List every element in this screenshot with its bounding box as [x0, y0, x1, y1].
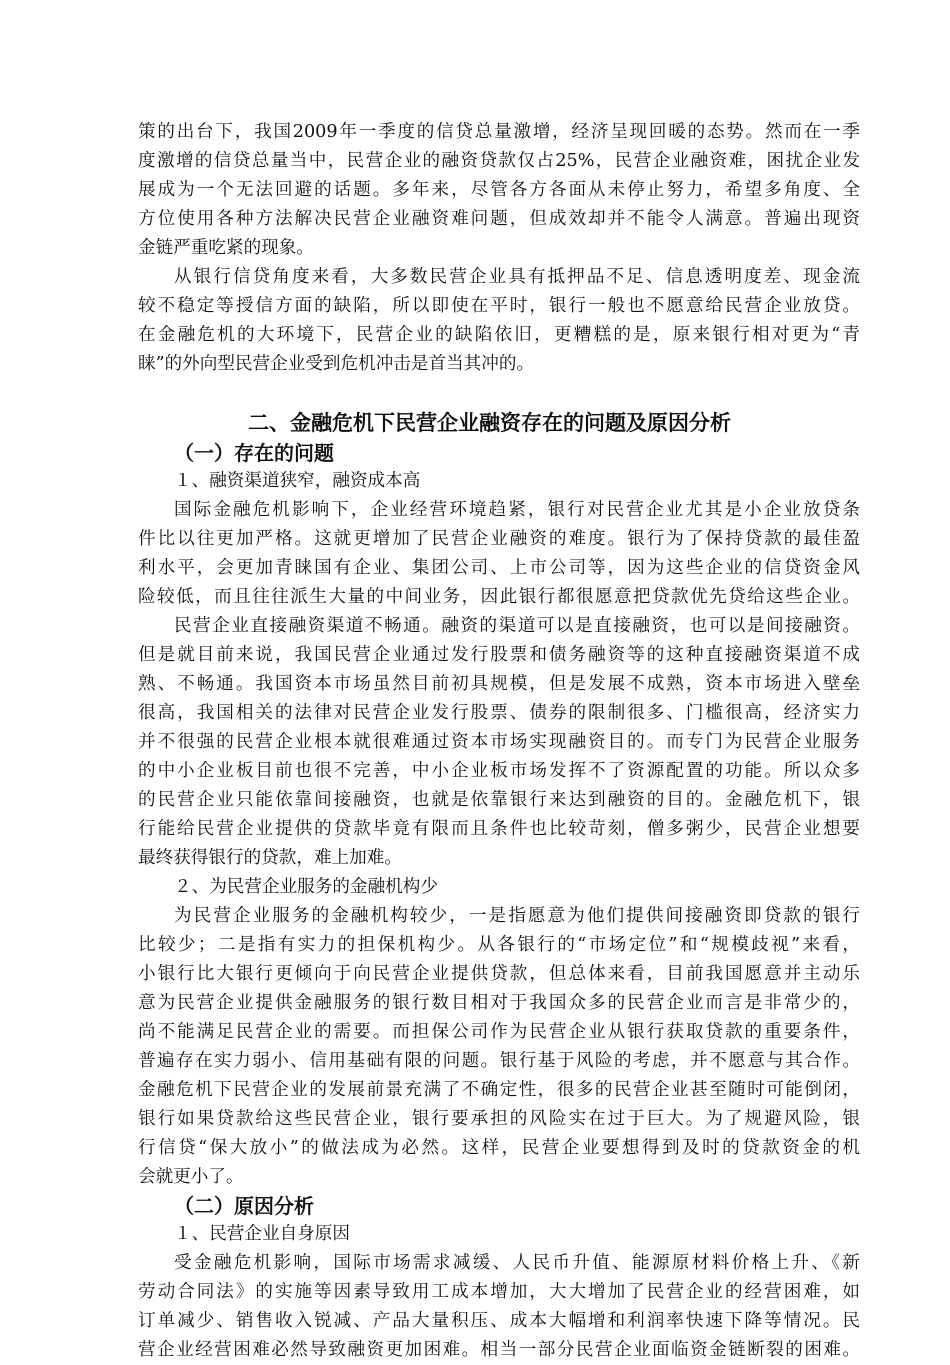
text-line: 行能给民营企业提供的贷款毕竟有限而且条件也比较苛刻，僧多粥少，民营企业想要 [138, 819, 860, 839]
text-line: 的中小企业板目前也很不完善，中小企业板市场发挥不了资源配置的功能。所以众多 [138, 761, 860, 781]
text-line: 在金融危机的大环境下，民营企业的缺陷依旧，更糟糕的是，原来银行相对更为“青 [138, 325, 860, 345]
text-line: 最终获得银行的贷款，难上加难。 [138, 848, 402, 868]
text-line: 睐”的外向型民营企业受到危机冲击是首当其冲的。 [138, 354, 535, 374]
text-line: 为民营企业服务的金融机构较少，一是指愿意为他们提供间接融资即贷款的银行 [174, 906, 860, 926]
text-line: 的民营企业只能依靠间接融资，也就是依靠银行来达到融资的目的。金融危机下，银 [138, 790, 860, 810]
text-column [138, 118, 860, 1365]
text-line: 小银行比大银行更倾向于向民营企业提供贷款，但总体来看，目前我国愿意并主动乐 [138, 964, 860, 984]
text-line: 展成为一个无法回避的话题。多年来，尽管各方各面从未停止努力，希望多角度、全 [138, 180, 860, 200]
paragraph-4 [138, 612, 860, 873]
paragraph-3 [138, 496, 860, 612]
text-line: 行信贷“保大放小”的做法成为必然。这样，民营企业要想得到及时的贷款资金的机 [138, 1138, 860, 1158]
item-3-heading: １、民营企业自身原因 [174, 1224, 350, 1244]
text-line: 会就更小了。 [138, 1167, 244, 1187]
text-line: 银行如果贷款给这些民营企业，银行要承担的风险实在过于巨大。为了规避风险，银 [138, 1109, 860, 1129]
text-line: 营企业经营困难必然导致融资更加困难。相当一部分民营企业面临资金链断裂的困难。 [138, 1340, 860, 1360]
text-line: 很高，我国相关的法律对民营企业发行股票、债券的限制很多、门槛很高，经济实力 [138, 703, 860, 723]
paragraph-2 [138, 263, 860, 379]
text-line: 受金融危机影响，国际市场需求减缓、人民币升值、能源原材料价格上升、《新 [174, 1253, 860, 1273]
item-2-heading: ２、为民营企业服务的金融机构少 [174, 877, 438, 897]
text-line: 利水平，会更加青睐国有企业、集团公司、上市公司等，因为这些企业的信贷资金风 [138, 558, 860, 578]
text-line: 从银行信贷角度来看，大多数民营企业具有抵押品不足、信息透明度差、现金流 [174, 267, 860, 287]
text-line: 比较少；二是指有实力的担保机构少。从各银行的“市场定位”和“规模歧视”来看， [138, 935, 860, 955]
text-line: 策的出台下，我国2009年一季度的信贷总量激增，经济呈现回暖的态势。然而在一季 [138, 122, 860, 142]
text-line: 熟、不畅通。我国资本市场虽然目前初具规模，但是发展不成熟，资本市场进入壁垒 [138, 674, 860, 694]
text-line: 普遍存在实力弱小、信用基础有限的问题。银行基于风险的考虑，并不愿意与其合作。 [138, 1051, 860, 1071]
subsection-2-heading: （二）原因分析 [174, 1194, 314, 1218]
subsection-1-heading: （一）存在的问题 [174, 441, 334, 465]
text-line: 金融危机下民营企业的发展前景充满了不确定性，很多的民营企业甚至随时可能倒闭， [138, 1080, 860, 1100]
item-1-heading: １、融资渠道狭窄，融资成本高 [174, 471, 421, 491]
text-line: 民营企业直接融资渠道不畅通。融资的渠道可以是直接融资，也可以是间接融资。 [174, 616, 860, 636]
text-line: 度激增的信贷总量当中，民营企业的融资贷款仅占25%，民营企业融资难，困扰企业发 [138, 151, 860, 171]
text-line: 并不很强的民营企业根本就很难通过资本市场实现融资目的。而专门为民营企业服务 [138, 732, 860, 752]
text-line: 金链严重吃紧的现象。 [138, 238, 314, 258]
text-line: 但是就目前来说，我国民营企业通过发行股票和债务融资等的这种直接融资渠道不成 [138, 645, 860, 665]
paragraph-5 [138, 902, 860, 1192]
section-2-heading: 二、金融危机下民营企业融资存在的问题及原因分析 [248, 411, 731, 435]
text-line: 意为民营企业提供金融服务的银行数目相对于我国众多的民营企业而言是非常少的， [138, 993, 860, 1013]
text-line: 险较低，而且往往派生大量的中间业务，因此银行都很愿意把贷款优先贷给这些企业。 [138, 587, 860, 607]
text-line: 尚不能满足民营企业的需要。而担保公司作为民营企业从银行获取贷款的重要条件， [138, 1022, 860, 1042]
text-line: 劳动合同法》的实施等因素导致用工成本增加，大大增加了民营企业的经营困难，如 [138, 1282, 860, 1302]
paragraph-1 [138, 118, 860, 263]
text-line: 国际金融危机影响下，企业经营环境趋紧，银行对民营企业尤其是小企业放贷条 [174, 500, 860, 520]
text-line: 订单减少、销售收入锐减、产品大量积压、成本大幅增和利润率快速下降等情况。民 [138, 1311, 860, 1331]
text-line: 件比以往更加严格。这就更增加了民营企业融资的难度。银行为了保持贷款的最佳盈 [138, 529, 860, 549]
section-gap [138, 379, 860, 407]
paragraph-6 [138, 1249, 860, 1365]
text-line: 较不稳定等授信方面的缺陷，所以即使在平时，银行一般也不愿意给民营企业放贷。 [138, 296, 860, 316]
text-line: 方位使用各种方法解决民营企业融资难问题，但成效却并不能令人满意。普遍出现资 [138, 209, 860, 229]
